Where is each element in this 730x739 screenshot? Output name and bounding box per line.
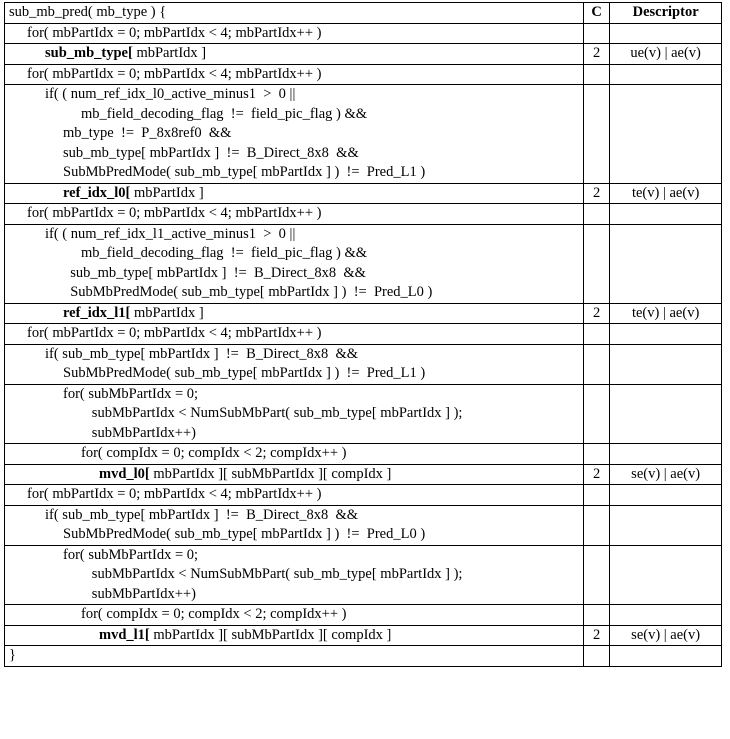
syntax-line xyxy=(9,44,579,64)
syntax-line: sub_mb_type[ mbPartIdx ] != B_Direct_8x8 && xyxy=(63,144,359,161)
syntax-line: for( mbPartIdx = 0; mbPartIdx < 4; mbPartIdx++ ) xyxy=(27,205,322,221)
syntax-line: for( mbPartIdx = 0; mbPartIdx < 4; mbPartIdx++ ) xyxy=(27,65,322,82)
syntax-cell xyxy=(5,324,584,345)
syntax-line: if( sub_mb_type[ mbPartIdx ] != B_Direct_8x8 && xyxy=(45,506,359,523)
syntax-line: for( mbPartIdx = 0; mbPartIdx < 4; mbPartIdx++ ) xyxy=(27,486,322,502)
descriptor-cell xyxy=(610,324,722,345)
descriptor-cell xyxy=(610,505,722,545)
syntax-element-index: mbPartIdx ][ subMbPartIdx ][ compIdx ] xyxy=(149,465,392,482)
syntax-line: if( ( num_ref_idx_l0_active_minus1 > 0 || xyxy=(45,86,296,102)
syntax-row xyxy=(5,605,722,626)
descriptor-cell xyxy=(610,485,722,506)
syntax-cell xyxy=(5,44,584,65)
descriptor-cell: ue(v) | ae(v) xyxy=(610,44,722,65)
syntax-line: SubMbPredMode( sub_mb_type[ mbPartIdx ] ) != Pred_L0 ) xyxy=(70,284,433,300)
category-cell: 2 xyxy=(583,183,609,204)
descriptor-cell xyxy=(610,444,722,465)
syntax-row xyxy=(5,324,722,345)
syntax-row xyxy=(5,204,722,225)
syntax-element-name: ref_idx_l1[ xyxy=(63,304,131,321)
syntax-row xyxy=(5,44,722,65)
syntax-row xyxy=(5,344,722,384)
syntax-row xyxy=(5,183,722,204)
syntax-row xyxy=(5,23,722,44)
descriptor-cell xyxy=(610,224,722,303)
syntax-row xyxy=(5,505,722,545)
syntax-cell xyxy=(5,605,584,626)
syntax-row xyxy=(5,224,722,303)
syntax-line: for( subMbPartIdx = 0; xyxy=(63,546,199,563)
syntax-line: if( sub_mb_type[ mbPartIdx ] != B_Direct_8x8 && xyxy=(45,345,359,362)
category-cell: 2 xyxy=(583,625,609,646)
syntax-line: for( mbPartIdx = 0; mbPartIdx < 4; mbPartIdx++ ) xyxy=(27,24,322,41)
syntax-row xyxy=(5,64,722,85)
descriptor-cell xyxy=(610,545,722,605)
syntax-line: sub_mb_type[ mbPartIdx ] != B_Direct_8x8 && xyxy=(70,264,366,281)
category-cell xyxy=(583,344,609,384)
category-column-header: C xyxy=(583,3,609,24)
syntax-line: for( compIdx = 0; compIdx < 2; compIdx++ ) xyxy=(81,606,347,622)
syntax-line: if( ( num_ref_idx_l1_active_minus1 > 0 || xyxy=(45,225,296,242)
descriptor-cell: te(v) | ae(v) xyxy=(610,303,722,324)
syntax-row xyxy=(5,384,722,444)
category-cell xyxy=(583,224,609,303)
syntax-line: subMbPartIdx < NumSubMbPart( sub_mb_type[ mbPartIdx ] ); xyxy=(91,405,463,421)
category-cell xyxy=(583,23,609,44)
category-cell xyxy=(583,204,609,225)
descriptor-cell: te(v) | ae(v) xyxy=(610,183,722,204)
syntax-cell xyxy=(5,344,584,384)
descriptor-cell xyxy=(610,64,722,85)
syntax-line: } xyxy=(9,647,16,663)
syntax-cell xyxy=(5,224,584,303)
syntax-line xyxy=(9,304,579,324)
syntax-cell xyxy=(5,444,584,465)
header-row xyxy=(5,3,722,24)
syntax-element-name: mvd_l1[ xyxy=(99,626,150,643)
syntax-line: subMbPartIdx++) xyxy=(91,585,196,602)
syntax-element-name: sub_mb_type[ xyxy=(45,45,133,61)
category-cell xyxy=(583,64,609,85)
descriptor-cell xyxy=(610,204,722,225)
syntax-cell xyxy=(5,545,584,605)
syntax-table-body xyxy=(5,3,722,667)
syntax-line: SubMbPredMode( sub_mb_type[ mbPartIdx ] ) != Pred_L1 ) xyxy=(63,164,426,180)
syntax-cell xyxy=(5,23,584,44)
syntax-element-index: mbPartIdx ] xyxy=(130,184,204,201)
syntax-line xyxy=(9,184,579,204)
syntax-cell xyxy=(5,505,584,545)
syntax-element-index: mbPartIdx ] xyxy=(132,45,207,61)
descriptor-cell xyxy=(610,646,722,667)
syntax-cell xyxy=(5,464,584,485)
syntax-table xyxy=(4,2,722,667)
descriptor-cell xyxy=(610,344,722,384)
syntax-cell xyxy=(5,485,584,506)
descriptor-cell xyxy=(610,605,722,626)
syntax-line: subMbPartIdx++) xyxy=(91,424,196,441)
syntax-line: for( compIdx = 0; compIdx < 2; compIdx++ ) xyxy=(81,445,347,461)
category-cell xyxy=(583,605,609,626)
syntax-line: subMbPartIdx < NumSubMbPart( sub_mb_type[ mbPartIdx ] ); xyxy=(91,566,463,582)
category-cell: 2 xyxy=(583,303,609,324)
descriptor-cell xyxy=(610,85,722,184)
syntax-row xyxy=(5,625,722,646)
syntax-cell xyxy=(5,204,584,225)
category-cell xyxy=(583,505,609,545)
syntax-row xyxy=(5,646,722,667)
syntax-line: for( subMbPartIdx = 0; xyxy=(63,385,199,402)
category-cell xyxy=(583,646,609,667)
syntax-row xyxy=(5,303,722,324)
descriptor-cell xyxy=(610,23,722,44)
category-cell xyxy=(583,485,609,506)
syntax-line: mb_field_decoding_flag != field_pic_flag ) && xyxy=(81,245,368,261)
syntax-line: SubMbPredMode( sub_mb_type[ mbPartIdx ] ) != Pred_L1 ) xyxy=(63,365,426,381)
category-cell xyxy=(583,85,609,184)
syntax-line: mb_type != P_8x8ref0 && xyxy=(63,125,232,141)
category-cell xyxy=(583,444,609,465)
descriptor-cell xyxy=(610,384,722,444)
syntax-line xyxy=(9,626,579,646)
syntax-cell xyxy=(5,384,584,444)
category-cell xyxy=(583,384,609,444)
syntax-row xyxy=(5,545,722,605)
descriptor-column-header: Descriptor xyxy=(610,3,722,24)
syntax-cell xyxy=(5,625,584,646)
syntax-cell xyxy=(5,183,584,204)
syntax-cell xyxy=(5,85,584,184)
syntax-cell xyxy=(5,303,584,324)
category-cell: 2 xyxy=(583,464,609,485)
category-cell xyxy=(583,545,609,605)
syntax-line xyxy=(9,465,579,485)
category-cell: 2 xyxy=(583,44,609,65)
syntax-cell xyxy=(5,64,584,85)
syntax-row xyxy=(5,464,722,485)
syntax-line: for( mbPartIdx = 0; mbPartIdx < 4; mbPartIdx++ ) xyxy=(27,325,322,341)
descriptor-cell: se(v) | ae(v) xyxy=(610,625,722,646)
syntax-element-index: mbPartIdx ] xyxy=(130,304,204,321)
descriptor-cell: se(v) | ae(v) xyxy=(610,464,722,485)
category-cell xyxy=(583,324,609,345)
function-header: sub_mb_pred( mb_type ) { xyxy=(5,3,584,24)
syntax-row xyxy=(5,85,722,184)
syntax-element-name: ref_idx_l0[ xyxy=(63,184,131,201)
syntax-element-name: mvd_l0[ xyxy=(99,465,150,482)
syntax-line: mb_field_decoding_flag != field_pic_flag ) && xyxy=(81,105,368,122)
syntax-element-index: mbPartIdx ][ subMbPartIdx ][ compIdx ] xyxy=(149,626,392,643)
syntax-row xyxy=(5,444,722,465)
syntax-cell xyxy=(5,646,584,667)
syntax-line: SubMbPredMode( sub_mb_type[ mbPartIdx ] ) != Pred_L0 ) xyxy=(63,526,426,542)
syntax-row xyxy=(5,485,722,506)
